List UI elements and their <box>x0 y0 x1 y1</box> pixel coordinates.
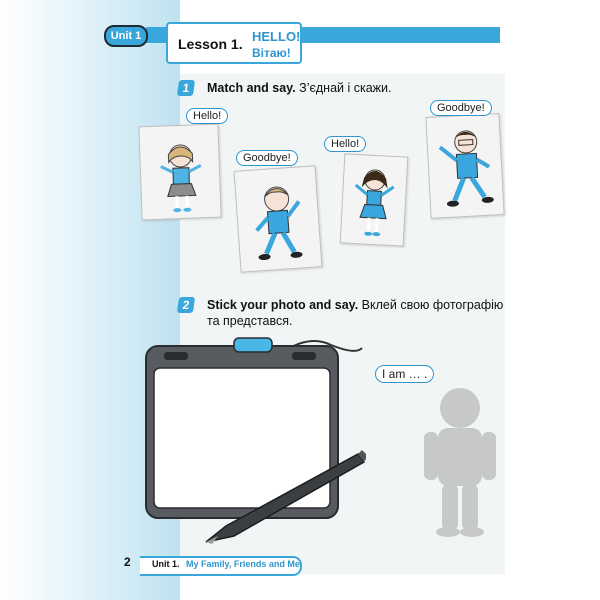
tablet-right-button <box>292 352 316 360</box>
picture-card-boy-2[interactable] <box>425 113 504 219</box>
task-2-title-ua-1: Вклей свою фотографію <box>361 298 504 312</box>
lesson-label: Lesson 1. <box>178 36 243 52</box>
tablet-top-button <box>234 338 272 352</box>
i-am-speech-bubble: I am … . <box>375 365 434 383</box>
task-2-instruction <box>207 297 507 329</box>
boy-illustration <box>235 166 322 271</box>
child-silhouette <box>420 380 500 540</box>
task-1-number: 1 <box>177 80 195 96</box>
picture-card-boy-1[interactable] <box>234 165 323 272</box>
unit-badge: Unit 1 <box>104 25 148 47</box>
speech-bubble-1: Hello! <box>186 108 228 124</box>
girl-2-illustration <box>341 154 408 245</box>
footer-unit: Unit 1. <box>152 559 180 569</box>
picture-card-girl-1[interactable] <box>138 124 221 221</box>
girl-illustration <box>139 125 220 220</box>
boy-2-illustration <box>426 114 503 218</box>
footer-title: My Family, Friends and Me <box>186 559 300 569</box>
lesson-title-box <box>166 22 302 64</box>
task-1-instruction <box>207 80 392 96</box>
tablet-left-button <box>164 352 188 360</box>
speech-bubble-4: Goodbye! <box>430 100 492 116</box>
task-1-title-ua: З’єднай і скажи. <box>299 81 392 95</box>
lesson-title-ukrainian: Вітаю! <box>252 46 291 60</box>
lesson-title-english: HELLO! <box>252 29 301 44</box>
picture-card-girl-2[interactable] <box>340 153 409 246</box>
task-2-title-ua-2: та представся. <box>207 314 293 328</box>
page-number: 2 <box>124 555 131 569</box>
drawing-tablet-illustration <box>126 330 366 550</box>
task-2-number: 2 <box>177 297 195 313</box>
task-2-title-en: Stick your photo and say. <box>207 298 359 312</box>
speech-bubble-2: Goodbye! <box>236 150 298 166</box>
task-1-title-en: Match and say. <box>207 81 296 95</box>
speech-bubble-3: Hello! <box>324 136 366 152</box>
